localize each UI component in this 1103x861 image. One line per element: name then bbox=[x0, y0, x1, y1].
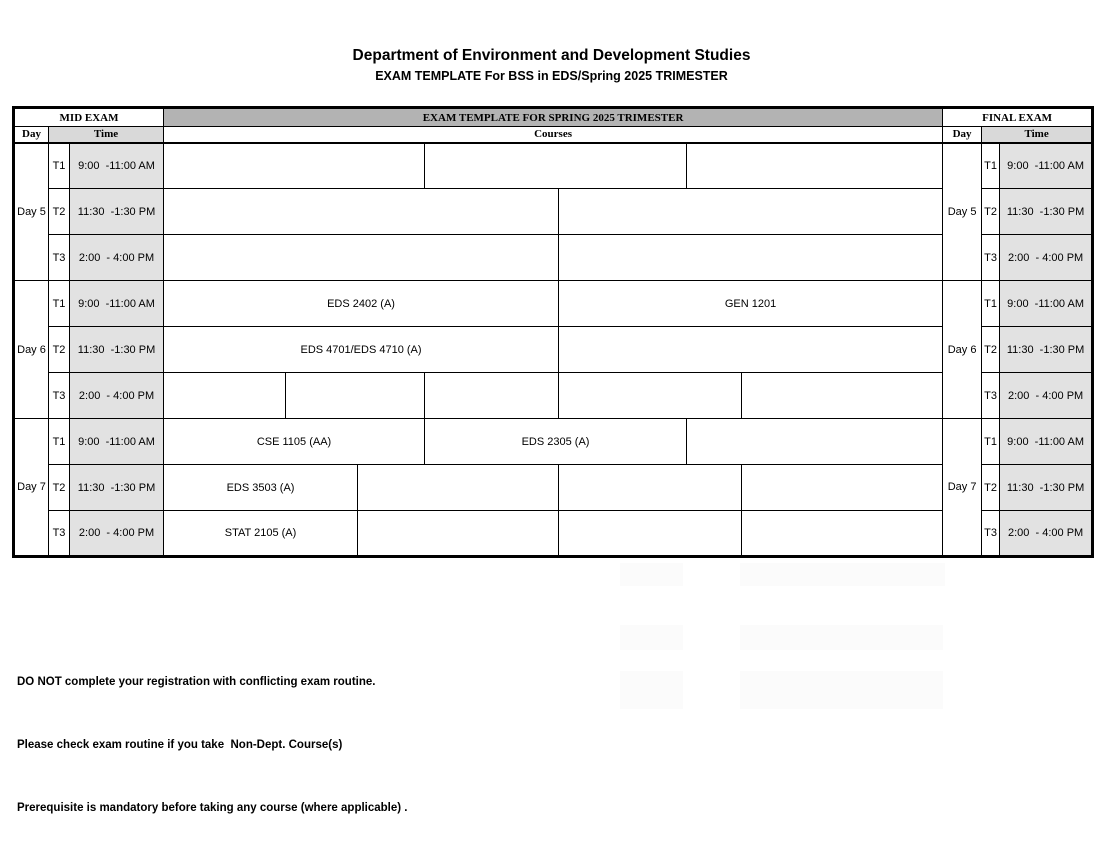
course-cell: CSE 1105 (AA) bbox=[164, 419, 425, 465]
note-line: Prerequisite is mandatory before taking any course (where applicable) . bbox=[17, 802, 408, 814]
final-slot-time: 9:00 -11:00 AM bbox=[1000, 281, 1093, 327]
mid-slot-label: T2 bbox=[49, 189, 70, 235]
course-cell bbox=[164, 235, 559, 281]
final-slot-label: T3 bbox=[982, 511, 1000, 557]
ghost-cell bbox=[620, 563, 683, 586]
course-cell bbox=[286, 373, 425, 419]
final-day-label: Day 6 bbox=[943, 281, 982, 419]
mid-slot-time: 2:00 - 4:00 PM bbox=[70, 373, 164, 419]
final-slot-label: T1 bbox=[982, 281, 1000, 327]
final-slot-label: T1 bbox=[982, 419, 1000, 465]
course-cell: EDS 2305 (A) bbox=[425, 419, 687, 465]
footer-notes bbox=[17, 630, 407, 861]
mid-slot-label: T2 bbox=[49, 327, 70, 373]
mid-slot-time: 11:30 -1:30 PM bbox=[70, 189, 164, 235]
mid-slot-label: T3 bbox=[49, 373, 70, 419]
course-cell bbox=[559, 465, 742, 511]
ghost-cell bbox=[740, 563, 945, 586]
mid-slot-time: 9:00 -11:00 AM bbox=[70, 419, 164, 465]
course-cell bbox=[425, 143, 687, 189]
course-cell bbox=[742, 511, 943, 557]
ghost-cell bbox=[620, 625, 683, 650]
exam-template-table bbox=[12, 106, 1094, 558]
course-cell: EDS 2402 (A) bbox=[164, 281, 559, 327]
final-slot-label: T3 bbox=[982, 373, 1000, 419]
final-slot-label: T3 bbox=[982, 235, 1000, 281]
final-slot-label: T2 bbox=[982, 327, 1000, 373]
mid-slot-label: T1 bbox=[49, 143, 70, 189]
final-slot-time: 2:00 - 4:00 PM bbox=[1000, 511, 1093, 557]
title-block bbox=[0, 46, 1103, 86]
ghost-cell bbox=[620, 671, 683, 709]
course-cell: EDS 4701/EDS 4710 (A) bbox=[164, 327, 559, 373]
document-title: Department of Environment and Development Studies bbox=[352, 47, 751, 64]
course-cell bbox=[358, 511, 559, 557]
mid-slot-time: 11:30 -1:30 PM bbox=[70, 465, 164, 511]
final-slot-time: 2:00 - 4:00 PM bbox=[1000, 235, 1093, 281]
mid-slot-label: T1 bbox=[49, 281, 70, 327]
course-cell bbox=[559, 235, 943, 281]
mid-slot-time: 9:00 -11:00 AM bbox=[70, 281, 164, 327]
mid-exam-header: MID EXAM bbox=[14, 108, 164, 127]
course-cell: STAT 2105 (A) bbox=[164, 511, 358, 557]
course-cell bbox=[164, 189, 559, 235]
mid-day-header: Day bbox=[14, 127, 49, 143]
course-cell: GEN 1201 bbox=[559, 281, 943, 327]
mid-slot-time: 11:30 -1:30 PM bbox=[70, 327, 164, 373]
course-cell bbox=[687, 143, 943, 189]
mid-day-label: Day 7 bbox=[14, 419, 49, 557]
mid-day-label: Day 5 bbox=[14, 143, 49, 281]
course-cell bbox=[742, 373, 943, 419]
final-exam-header: FINAL EXAM bbox=[943, 108, 1093, 127]
course-cell: EDS 3503 (A) bbox=[164, 465, 358, 511]
document-subtitle: EXAM TEMPLATE For BSS in EDS/Spring 2025 TRIMESTER bbox=[375, 69, 728, 83]
mid-slot-time: 9:00 -11:00 AM bbox=[70, 143, 164, 189]
final-slot-time: 9:00 -11:00 AM bbox=[1000, 419, 1093, 465]
ghost-cell bbox=[740, 625, 943, 650]
course-cell bbox=[559, 511, 742, 557]
courses-header: Courses bbox=[164, 127, 943, 143]
final-slot-time: 11:30 -1:30 PM bbox=[1000, 465, 1093, 511]
course-cell bbox=[687, 419, 943, 465]
final-time-header: Time bbox=[982, 127, 1093, 143]
final-slot-label: T2 bbox=[982, 189, 1000, 235]
final-slot-time: 11:30 -1:30 PM bbox=[1000, 327, 1093, 373]
final-slot-label: T1 bbox=[982, 143, 1000, 189]
note-line: DO NOT complete your registration with conflicting exam routine. bbox=[17, 676, 376, 688]
mid-time-header: Time bbox=[49, 127, 164, 143]
final-slot-time: 11:30 -1:30 PM bbox=[1000, 189, 1093, 235]
final-day-header: Day bbox=[943, 127, 982, 143]
course-cell bbox=[559, 189, 943, 235]
course-cell bbox=[358, 465, 559, 511]
mid-slot-time: 2:00 - 4:00 PM bbox=[70, 235, 164, 281]
note-line: Please check exam routine if you take Non-Dept. Course(s) bbox=[17, 739, 343, 751]
mid-slot-time: 2:00 - 4:00 PM bbox=[70, 511, 164, 557]
course-cell bbox=[559, 327, 943, 373]
center-header: EXAM TEMPLATE FOR SPRING 2025 TRIMESTER bbox=[164, 108, 943, 127]
final-day-label: Day 5 bbox=[943, 143, 982, 281]
ghost-cell bbox=[740, 671, 943, 709]
mid-slot-label: T1 bbox=[49, 419, 70, 465]
course-cell bbox=[164, 143, 425, 189]
course-cell bbox=[559, 373, 742, 419]
mid-day-label: Day 6 bbox=[14, 281, 49, 419]
mid-slot-label: T3 bbox=[49, 511, 70, 557]
course-cell bbox=[742, 465, 943, 511]
final-day-label: Day 7 bbox=[943, 419, 982, 557]
mid-slot-label: T3 bbox=[49, 235, 70, 281]
final-slot-time: 2:00 - 4:00 PM bbox=[1000, 373, 1093, 419]
mid-slot-label: T2 bbox=[49, 465, 70, 511]
final-slot-label: T2 bbox=[982, 465, 1000, 511]
course-cell bbox=[164, 373, 286, 419]
course-cell bbox=[425, 373, 559, 419]
final-slot-time: 9:00 -11:00 AM bbox=[1000, 143, 1093, 189]
